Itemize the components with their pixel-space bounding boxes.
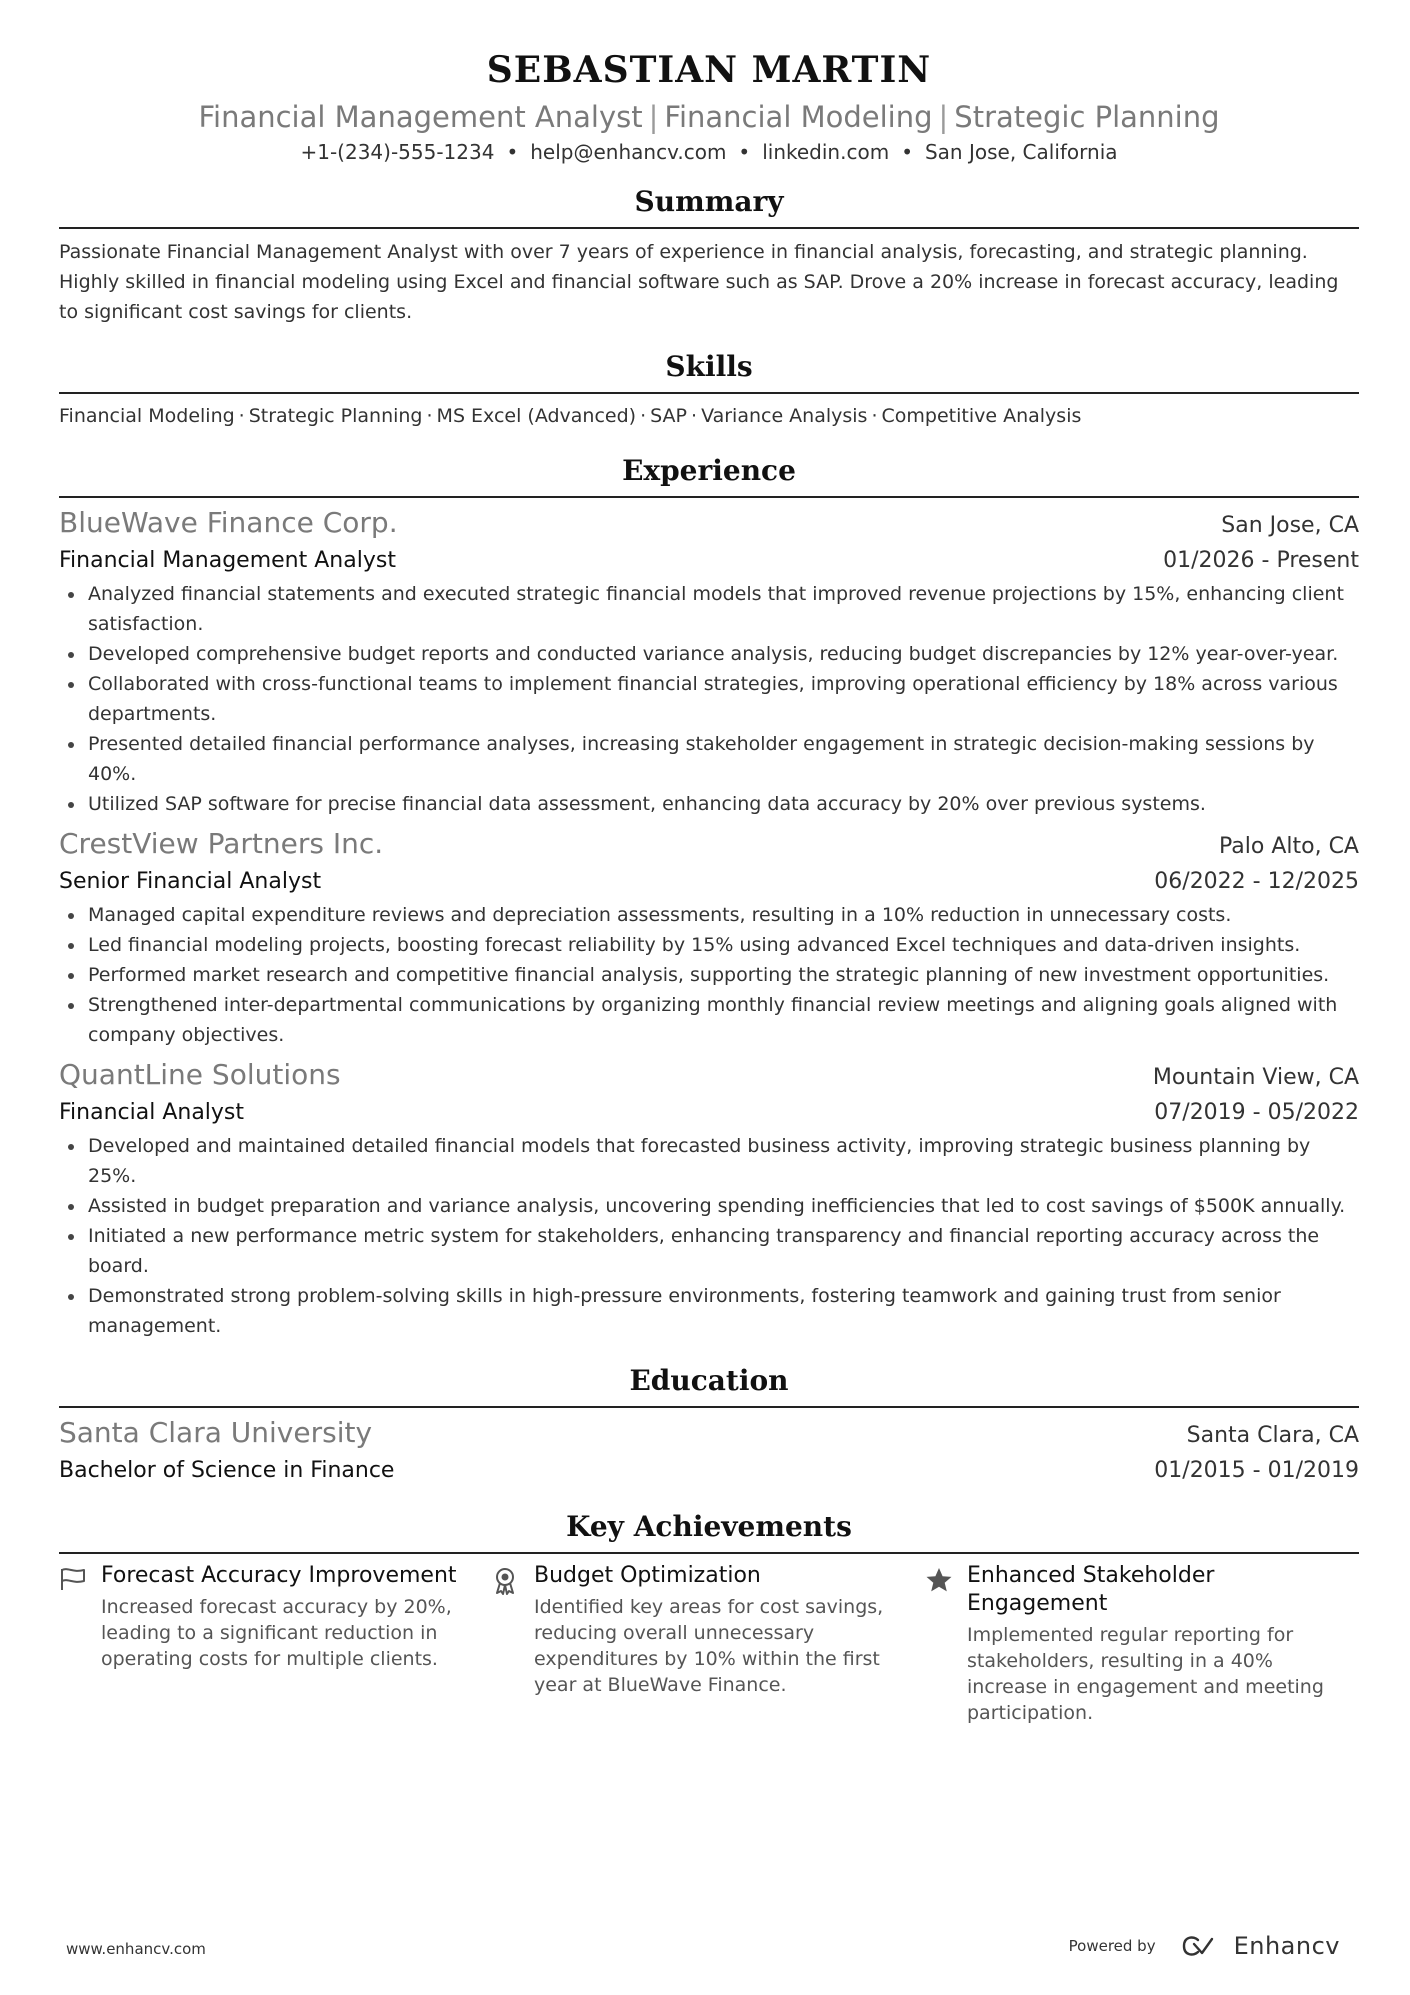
job-dates: 07/2019 - 05/2022 xyxy=(1154,1100,1359,1125)
experience-heading: Experience xyxy=(59,451,1359,498)
job-header xyxy=(59,1056,1359,1097)
linkedin-link[interactable]: linkedin.com xyxy=(762,140,890,164)
achievement-description: Identified key areas for cost savings, reducing overall unnecessary expenditures by 10% within the first year at BlueWave Finance. xyxy=(534,1596,884,1696)
skill-separator: · xyxy=(691,405,698,427)
star-icon xyxy=(925,1562,967,1726)
job-bullet: Analyzed financial statements and executed strategic financial models that improved revenue projections by 15%, enhancing client satisfaction. xyxy=(59,579,1359,639)
job-bullet: Performed market research and competitive financial analysis, supporting the strategic planning of new investment opportunities. xyxy=(59,960,1359,990)
job-bullet: Developed and maintained detailed financial models that forecasted business activity, improving strategic business planning by 25%. xyxy=(59,1131,1359,1191)
job-subheader xyxy=(59,545,1359,577)
summary-text: Passionate Financial Management Analyst with over 7 years of experience in financial analysis, forecasting, and strategic planning. Highly skilled in financial modeling using Excel and financial software such as SAP. Drove a 20% increase in forecast accuracy, leading to significant cost savings for clients. xyxy=(59,241,1339,323)
enhancv-logo-icon xyxy=(1180,1934,1226,1958)
company-name: BlueWave Finance Corp. xyxy=(59,506,398,539)
skills-heading: Skills xyxy=(59,347,1359,394)
job-entry xyxy=(59,504,1359,819)
company-name: QuantLine Solutions xyxy=(59,1058,341,1091)
skill-item: Strategic Planning xyxy=(248,405,423,427)
achievement-body xyxy=(534,1562,925,1726)
headline-separator: | xyxy=(648,100,659,134)
location: San Jose, California xyxy=(924,140,1118,164)
job-location: San Jose, CA xyxy=(1221,513,1359,538)
job-bullet: Strengthened inter-departmental communications by organizing monthly financial review meetings and aligning goals aligned with company objectives. xyxy=(59,990,1359,1050)
star-icon-svg xyxy=(925,1567,953,1593)
headline-title: Financial Modeling xyxy=(664,100,933,134)
job-location: Palo Alto, CA xyxy=(1219,834,1359,859)
job-bullets xyxy=(59,900,1359,1050)
enhancv-brand-name: Enhancv xyxy=(1233,1932,1340,1960)
headline-title: Financial Management Analyst xyxy=(198,100,643,134)
email[interactable]: help@enhancv.com xyxy=(530,140,727,164)
footer-branding xyxy=(1069,1932,1340,1960)
education-heading: Education xyxy=(59,1361,1359,1408)
powered-by-label: Powered by xyxy=(1068,1937,1156,1955)
skill-item: SAP xyxy=(650,405,688,427)
achievement-description: Increased forecast accuracy by 20%, leading to a significant reduction in operating costs for multiple clients. xyxy=(101,1596,452,1670)
job-subheader xyxy=(59,1097,1359,1129)
skill-item: Variance Analysis xyxy=(701,405,868,427)
headline xyxy=(59,97,1359,137)
phone[interactable]: +1-(234)-555-1234 xyxy=(300,140,495,164)
job-title: Financial Analyst xyxy=(59,1100,245,1125)
award-ribbon-icon-svg xyxy=(492,1567,518,1595)
job-bullets xyxy=(59,579,1359,819)
job-bullet: Assisted in budget preparation and variance analysis, uncovering spending inefficiencies that led to cost savings of $500K annually. xyxy=(59,1191,1359,1221)
job-subheader xyxy=(59,866,1359,898)
achievement-item xyxy=(59,1562,492,1726)
footer-website[interactable]: www.enhancv.com xyxy=(66,1940,206,1958)
job-dates: 01/2026 - Present xyxy=(1163,548,1359,573)
job-header xyxy=(59,825,1359,866)
headline-separator: | xyxy=(938,100,949,134)
school-location: Santa Clara, CA xyxy=(1186,1423,1359,1448)
company-name: CrestView Partners Inc. xyxy=(59,827,384,860)
skill-separator: · xyxy=(871,405,878,427)
job-bullet: Presented detailed financial performance analyses, increasing stakeholder engagement in strategic decision-making sessions by 40%. xyxy=(59,729,1359,789)
contact-separator: • xyxy=(901,140,913,164)
job-dates: 06/2022 - 12/2025 xyxy=(1154,869,1359,894)
job-bullet: Developed comprehensive budget reports and conducted variance analysis, reducing budget discrepancies by 12% year-over-year. xyxy=(59,639,1359,669)
job-entry xyxy=(59,825,1359,1050)
skill-item: Financial Modeling xyxy=(59,405,235,427)
job-bullet: Collaborated with cross-functional teams to implement financial strategies, improving operational efficiency by 18% across various departments. xyxy=(59,669,1359,729)
achievement-item xyxy=(925,1562,1358,1726)
achievement-title: Budget Optimization xyxy=(534,1563,761,1588)
degree: Bachelor of Science in Finance xyxy=(59,1458,395,1483)
job-bullet: Managed capital expenditure reviews and depreciation assessments, resulting in a 10% reduction in unnecessary costs. xyxy=(59,900,1359,930)
contact-info xyxy=(59,138,1359,166)
skills-list xyxy=(59,401,1359,431)
education-subheader xyxy=(59,1455,1359,1487)
headline-title: Strategic Planning xyxy=(954,100,1220,134)
job-title: Financial Management Analyst xyxy=(59,548,396,573)
achievement-description: Implemented regular reporting for stakeholders, resulting in a 40% increase in engagement and meeting participation. xyxy=(967,1624,1324,1724)
flag-icon-svg xyxy=(59,1567,87,1591)
skill-separator: · xyxy=(640,405,647,427)
school-name: Santa Clara University xyxy=(59,1416,373,1449)
education-header xyxy=(59,1414,1359,1455)
education-entry xyxy=(59,1414,1359,1487)
achievement-title: Forecast Accuracy Improvement xyxy=(101,1563,457,1588)
achievement-body xyxy=(967,1562,1358,1726)
skill-item: Competitive Analysis xyxy=(881,405,1082,427)
contact-separator: • xyxy=(738,140,751,164)
achievement-item xyxy=(492,1562,925,1726)
job-bullet: Utilized SAP software for precise financial data assessment, enhancing data accuracy by 20% over previous systems. xyxy=(59,789,1359,819)
job-entry xyxy=(59,1056,1359,1341)
achievements-grid xyxy=(59,1562,1359,1726)
achievement-body xyxy=(101,1562,492,1726)
education-dates: 01/2015 - 01/2019 xyxy=(1154,1458,1359,1483)
job-header xyxy=(59,504,1359,545)
summary-heading: Summary xyxy=(59,182,1359,229)
job-bullet: Led financial modeling projects, boosting forecast reliability by 15% using advanced Excel techniques and data-driven insights. xyxy=(59,930,1359,960)
job-bullet: Demonstrated strong problem-solving skills in high-pressure environments, fostering teamwork and gaining trust from senior management. xyxy=(59,1281,1359,1341)
resume-content xyxy=(59,44,1359,1726)
contact-separator: • xyxy=(506,140,519,164)
achievements-heading: Key Achievements xyxy=(59,1507,1359,1554)
job-title: Senior Financial Analyst xyxy=(59,869,322,894)
skill-separator: · xyxy=(238,405,245,427)
job-location: Mountain View, CA xyxy=(1152,1065,1359,1090)
job-bullets xyxy=(59,1131,1359,1341)
achievement-title: Enhanced Stakeholder Engagement xyxy=(967,1563,1215,1616)
award-ribbon-icon xyxy=(492,1562,534,1726)
candidate-name: SEBASTIAN MARTIN xyxy=(486,49,932,91)
flag-icon xyxy=(59,1562,101,1726)
job-bullet: Initiated a new performance metric system for stakeholders, enhancing transparency and financial reporting accuracy across the board. xyxy=(59,1221,1359,1281)
skill-item: MS Excel (Advanced) xyxy=(436,405,637,427)
skill-separator: · xyxy=(426,405,433,427)
